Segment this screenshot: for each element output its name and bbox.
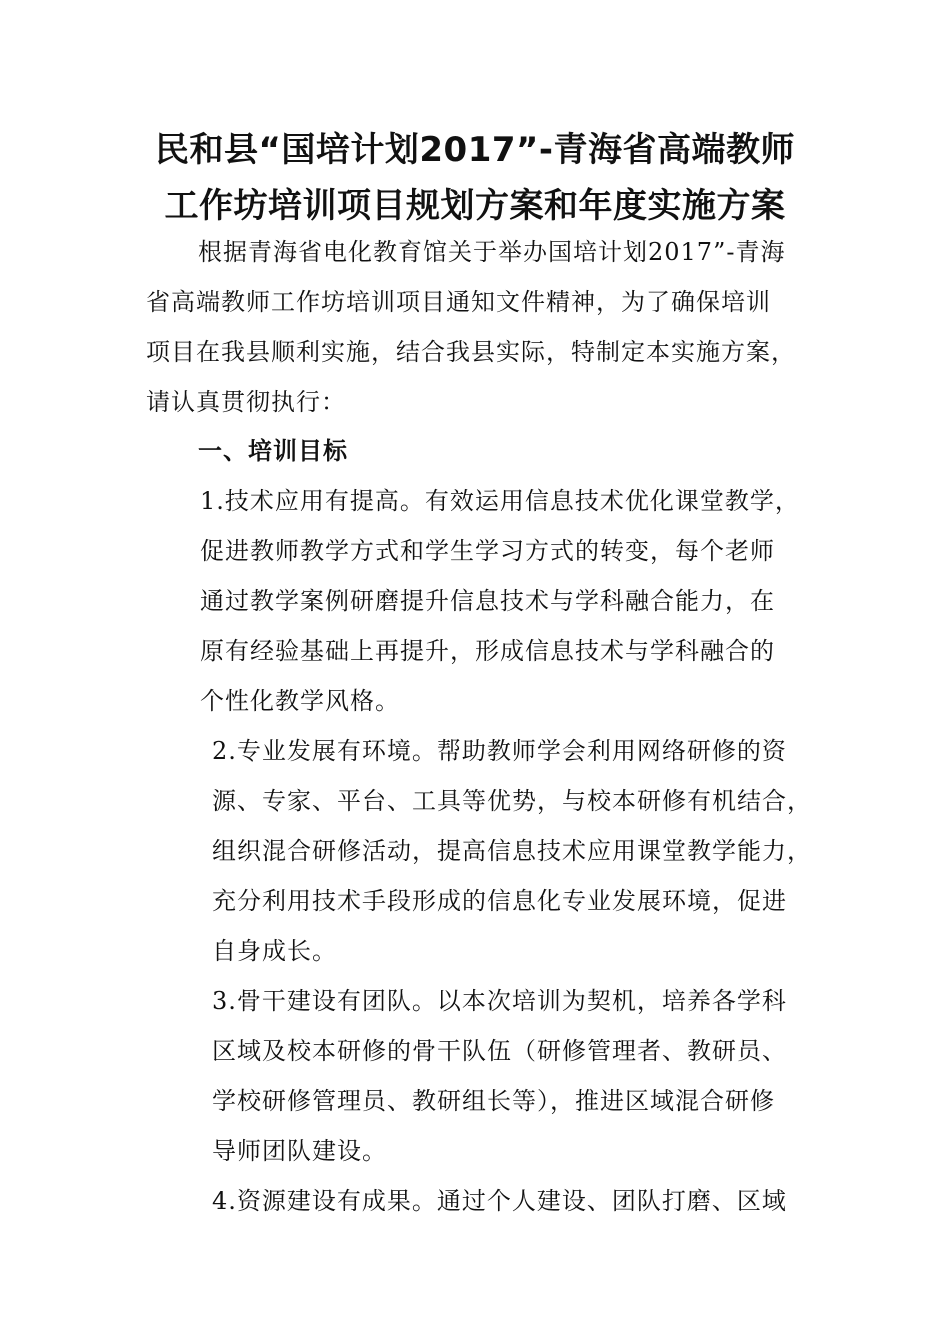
title-line-1: 民和县“国培计划2017”-青海省高端教师 [155, 130, 795, 170]
title-line-2: 工作坊培训项目规划方案和年度实施方案 [164, 186, 786, 226]
intro-line-4: 请认真贯彻执行： [146, 388, 346, 416]
intro-line-3: 项目在我县顺利实施，结合我县实际，特制定本实施方案， [146, 338, 796, 366]
item-1-line-4: 原有经验基础上再提升，形成信息技术与学科融合的 [200, 637, 775, 665]
item-1-line-1: 1.技术应用有提高。有效运用信息技术优化课堂教学， [200, 487, 800, 515]
item-2-line-2: 源、专家、平台、工具等优势，与校本研修有机结合， [212, 787, 812, 815]
item-1-line-3: 通过教学案例研磨提升信息技术与学科融合能力，在 [200, 587, 775, 615]
item-2-line-1: 2.专业发展有环境。帮助教师学会利用网络研修的资 [212, 737, 787, 765]
item-3-line-2: 区域及校本研修的骨干队伍（研修管理者、教研员、 [212, 1037, 787, 1065]
item-3-line-4: 导师团队建设。 [212, 1137, 387, 1165]
item-4-line-1: 4.资源建设有成果。通过个人建设、团队打磨、区域 [212, 1187, 787, 1215]
item-3-line-1: 3.骨干建设有团队。以本次培训为契机，培养各学科 [212, 987, 787, 1015]
intro-line-2: 省高端教师工作坊培训项目通知文件精神，为了确保培训 [146, 288, 771, 316]
item-1-line-2: 促进教师教学方式和学生学习方式的转变，每个老师 [200, 537, 775, 565]
item-2-line-3: 组织混合研修活动，提高信息技术应用课堂教学能力， [212, 837, 812, 865]
item-2-line-4: 充分利用技术手段形成的信息化专业发展环境，促进 [212, 887, 787, 915]
item-1-line-5: 个性化教学风格。 [200, 687, 400, 715]
item-3-line-3: 学校研修管理员、教研组长等），推进区域混合研修 [212, 1087, 775, 1115]
intro-line-1: 根据青海省电化教育馆关于举办国培计划2017”-青海 [198, 238, 786, 266]
section-heading: 一、培训目标 [198, 437, 348, 465]
item-2-line-5: 自身成长。 [212, 937, 337, 965]
